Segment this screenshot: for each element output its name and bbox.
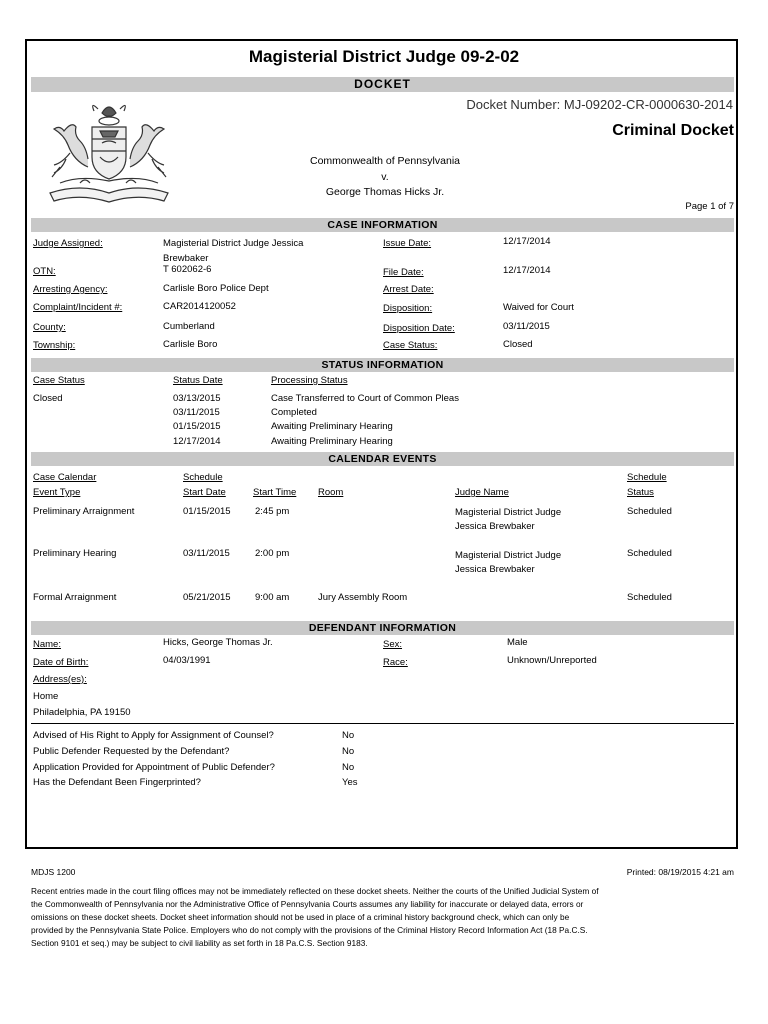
address-city: Philadelphia, PA 19150 [33, 707, 131, 718]
calendar-col-time: Start Time [253, 487, 297, 498]
event-type: Preliminary Arraignment [33, 506, 135, 517]
event-start-time: 2:45 pm [255, 506, 290, 517]
judge-assigned-value: Magisterial District Judge Jessica [163, 238, 304, 249]
answer: Yes [342, 777, 358, 788]
event-status: Scheduled [627, 506, 672, 517]
status-col-processing: Processing Status [271, 375, 348, 386]
event-judge: Magisterial District Judge [455, 550, 562, 561]
status-date: 03/13/2015 [173, 393, 221, 404]
calendar-col-status-2: Status [627, 487, 654, 498]
issue-date-value: 12/17/2014 [503, 236, 551, 247]
dob-value: 04/03/1991 [163, 655, 211, 666]
question: Application Provided for Appointment of Public Defender? [33, 762, 275, 773]
status-date: 03/11/2015 [173, 407, 220, 418]
issue-date-label: Issue Date: [383, 238, 432, 249]
event-judge-cont: Jessica Brewbaker [455, 521, 535, 532]
event-judge-cont: Jessica Brewbaker [455, 564, 535, 575]
address-label: Address(es): [33, 674, 87, 685]
disclaimer-line: provided by the Pennsylvania State Police. Employers who do not comply with the provisions of the Criminal History Record Information Act (18 Pa.C.S. [31, 925, 588, 935]
status-case-status-value: Closed [33, 393, 63, 404]
answer: No [342, 730, 355, 741]
case-information-header: CASE INFORMATION [31, 218, 734, 232]
arrest-date-label: Arrest Date: [383, 284, 434, 295]
calendar-col-room: Room [318, 487, 344, 498]
disposition-value: Waived for Court [503, 302, 574, 313]
otn-label: OTN: [33, 266, 56, 277]
form-id: MDJS 1200 [31, 867, 76, 877]
township-value: Carlisle Boro [163, 339, 218, 350]
section-divider [31, 723, 734, 724]
question: Has the Defendant Been Fingerprinted? [33, 777, 201, 788]
disposition-date-value: 03/11/2015 [503, 321, 550, 332]
arresting-agency-value: Carlisle Boro Police Dept [163, 283, 269, 294]
judge-assigned-label: Judge Assigned: [33, 238, 103, 249]
calendar-col-event-2: Event Type [33, 487, 81, 498]
event-room: Jury Assembly Room [318, 592, 408, 603]
event-type: Preliminary Hearing [33, 548, 117, 559]
event-start-time: 2:00 pm [255, 548, 290, 559]
status-col-case-status: Case Status [33, 375, 85, 386]
status-information-header: STATUS INFORMATION [31, 358, 734, 372]
printed-timestamp: Printed: 08/19/2015 4:21 am [626, 867, 734, 877]
processing-status: Awaiting Preliminary Hearing [271, 436, 393, 447]
caption-plaintiff: Commonwealth of Pennsylvania [310, 155, 460, 167]
event-start-date: 01/15/2015 [183, 506, 231, 517]
event-status: Scheduled [627, 592, 672, 603]
event-judge: Magisterial District Judge [455, 507, 562, 518]
processing-status: Completed [271, 407, 317, 418]
page-number: Page 1 of 7 [685, 201, 734, 212]
race-value: Unknown/Unreported [507, 655, 597, 666]
event-start-time: 9:00 am [255, 592, 290, 603]
docket-type: Criminal Docket [612, 122, 734, 139]
defendant-name-label: Name: [33, 639, 61, 650]
docket-bar: DOCKET [31, 77, 734, 92]
county-value: Cumberland [163, 321, 215, 332]
disposition-label: Disposition: [383, 303, 433, 314]
event-type: Formal Arraignment [33, 592, 117, 603]
calendar-col-event-1: Case Calendar [33, 472, 97, 483]
sex-value: Male [507, 637, 528, 648]
disclaimer-line: the Commonwealth of Pennsylvania nor the Administrative Office of Pennsylvania Courts assumes any liability for inaccurate or delayed data, errors or [31, 899, 584, 909]
complaint-label: Complaint/Incident #: [33, 302, 123, 313]
file-date-label: File Date: [383, 267, 424, 278]
status-col-date: Status Date [173, 375, 223, 386]
dob-label: Date of Birth: [33, 657, 89, 668]
status-date: 01/15/2015 [173, 421, 221, 432]
question: Advised of His Right to Apply for Assignment of Counsel? [33, 730, 274, 741]
race-label: Race: [383, 657, 408, 668]
judge-assigned-value-cont: Brewbaker [163, 253, 209, 264]
file-date-value: 12/17/2014 [503, 265, 551, 276]
otn-value: T 602062-6 [163, 264, 212, 275]
processing-status: Awaiting Preliminary Hearing [271, 421, 393, 432]
pennsylvania-coat-of-arms-seal [30, 97, 188, 209]
disposition-date-label: Disposition Date: [383, 323, 455, 334]
calendar-col-status-1: Schedule [627, 472, 667, 483]
docket-number: Docket Number: MJ-09202-CR-0000630-2014 [466, 97, 733, 112]
township-label: Township: [33, 340, 76, 351]
caption-defendant: George Thomas Hicks Jr. [325, 186, 445, 198]
defendant-name-value: Hicks, George Thomas Jr. [163, 637, 273, 648]
calendar-col-start-2: Start Date [183, 487, 226, 498]
sex-label: Sex: [383, 639, 403, 650]
disclaimer-line: omissions on these docket sheets. Docket sheet information should not be used in place of a criminal history background check, which can only be [31, 912, 570, 922]
calendar-col-start-1: Schedule [183, 472, 223, 483]
processing-status: Case Transferred to Court of Common Pleas [271, 393, 459, 404]
calendar-col-judge: Judge Name [455, 487, 509, 498]
county-label: County: [33, 322, 66, 333]
disclaimer-line: Section 9101 et seq.) may be subject to civil liability as set forth in 18 Pa.C.S. Section 9183. [31, 938, 368, 948]
question: Public Defender Requested by the Defendant? [33, 746, 230, 757]
event-start-date: 05/21/2015 [183, 592, 231, 603]
status-date: 12/17/2014 [173, 436, 221, 447]
answer: No [342, 746, 355, 757]
address-type: Home [33, 691, 59, 702]
answer: No [342, 762, 355, 773]
defendant-information-header: DEFENDANT INFORMATION [31, 621, 734, 635]
event-start-date: 03/11/2015 [183, 548, 230, 559]
court-title: Magisterial District Judge 09-2-02 [248, 47, 520, 66]
calendar-events-header: CALENDAR EVENTS [31, 452, 734, 466]
disclaimer-line: Recent entries made in the court filing offices may not be immediately reflected on these docket sheets. Neither the courts of the Unified Judicial System of [31, 886, 599, 896]
complaint-value: CAR2014120052 [163, 301, 236, 312]
event-status: Scheduled [627, 548, 672, 559]
caption-versus: v. [381, 171, 389, 183]
arresting-agency-label: Arresting Agency: [33, 284, 108, 295]
case-status-value: Closed [503, 339, 533, 350]
case-status-label: Case Status: [383, 340, 438, 351]
